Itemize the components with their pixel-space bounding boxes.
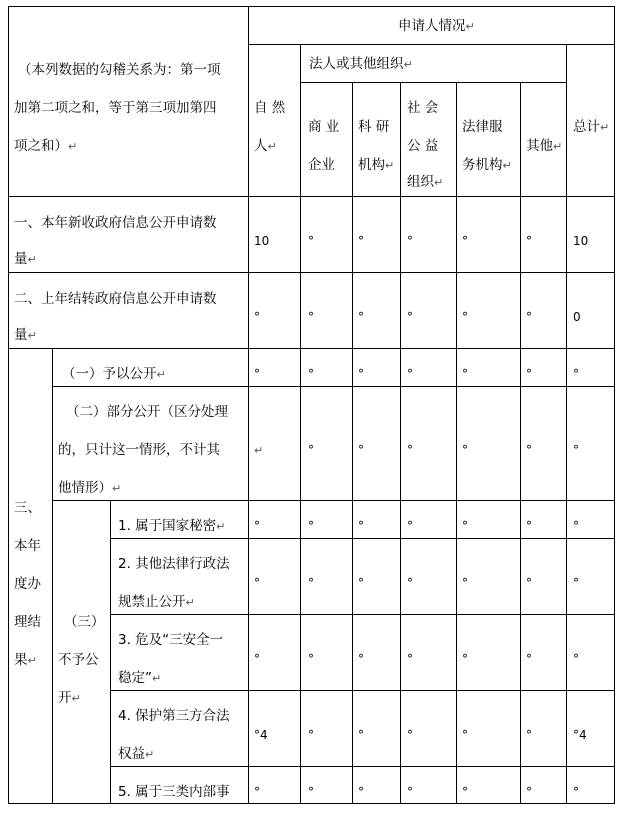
n3-label-line-1: 3. 危及“三安全一	[118, 632, 224, 648]
rule-col-legal-service	[456, 82, 457, 804]
n2-social-value: °	[407, 576, 413, 590]
row3a-label	[62, 355, 166, 394]
n3-total-value: °	[573, 652, 579, 666]
rule-col-natural	[248, 6, 249, 804]
row3a-social-value: °	[407, 367, 413, 381]
n2-other-value: °	[526, 576, 532, 590]
section3-line-5-text: 果	[14, 652, 28, 668]
n3-natural-value: °	[254, 652, 260, 666]
paragraph-mark: ↵	[27, 654, 37, 667]
n3-social-value: °	[407, 652, 413, 666]
header-business-line-2: 企业	[308, 157, 335, 173]
paragraph-mark: ↵	[71, 692, 81, 705]
n5-research-value: °	[358, 785, 364, 799]
n4-label-line-2-text: 权益	[118, 746, 145, 762]
row2-total-value: 0	[573, 310, 581, 324]
n5-label: 5. 属于三类内部事	[118, 784, 230, 800]
row1-social-value: °	[407, 234, 413, 248]
paragraph-mark: ↵	[145, 748, 155, 761]
row1-business-value: °	[308, 234, 314, 248]
other-text: 其他	[526, 138, 553, 154]
paragraph-mark: ↵	[27, 329, 37, 342]
n5-other-value: °	[526, 785, 532, 799]
n5-social-value: °	[407, 785, 413, 799]
paragraph-mark: ↵	[112, 482, 122, 495]
n3-label-line-2	[118, 659, 161, 698]
n4-research-value: °	[358, 728, 364, 742]
rule-n3-bottom	[110, 690, 614, 691]
row3b-legal-service-value: °	[462, 443, 468, 457]
header-note-line-3-text: 项之和）	[14, 138, 68, 154]
n4-legal-service-value: °	[462, 728, 468, 742]
table-right-border	[614, 6, 615, 804]
row2-legal-service-value: °	[462, 310, 468, 324]
n1-other-value: °	[526, 519, 532, 533]
n2-legal-service-value: °	[462, 576, 468, 590]
section3-line-1: 三、	[14, 500, 41, 516]
row2-label-line-2	[14, 316, 37, 355]
row2-natural-value: °	[254, 310, 260, 324]
n1-business-value: °	[308, 519, 314, 533]
paragraph-mark: ↵	[553, 140, 563, 153]
paragraph-mark: ↵	[254, 444, 264, 457]
row3a-label-text: （一）予以公开	[62, 366, 157, 382]
n1-legal-service-value: °	[462, 519, 468, 533]
header-applicant-situation	[398, 7, 475, 46]
paragraph-mark: ↵	[156, 368, 166, 381]
paragraph-mark: ↵	[385, 159, 395, 172]
header-natural-person-line-1: 自 然	[254, 100, 286, 116]
row3b-other-value: °	[526, 443, 532, 457]
social-line-3-text: 组织	[407, 174, 434, 190]
row2-social-value: °	[407, 310, 413, 324]
row1-other-value: °	[526, 234, 532, 248]
n3-other-value: °	[526, 652, 532, 666]
row3a-research-value: °	[358, 367, 364, 381]
rule-n4-bottom	[110, 766, 614, 767]
n1-label	[118, 507, 225, 546]
header-total	[573, 108, 609, 147]
row3b-natural-value	[254, 431, 263, 470]
row3a-business-value: °	[308, 367, 314, 381]
n1-research-value: °	[358, 519, 364, 533]
n3-business-value: °	[308, 652, 314, 666]
row3a-natural-value: °	[254, 367, 260, 381]
n2-label-line-1: 2. 其他法律行政法	[118, 556, 230, 572]
row3b-total-value: °	[573, 443, 579, 457]
header-legal-service-line-2	[462, 146, 512, 185]
n3-legal-service-value: °	[462, 652, 468, 666]
row1-label-line-1: 一、本年新收政府信息公开申请数	[14, 215, 217, 231]
header-social-line-1: 社 会	[407, 100, 439, 116]
natural-person-line-2-text: 人	[254, 138, 268, 154]
header-business-line-1: 商 业	[308, 119, 340, 135]
research-line-2-text: 机构	[358, 157, 385, 173]
n4-social-value: °	[407, 728, 413, 742]
row3a-legal-service-value: °	[462, 367, 468, 381]
header-legal-service-line-1: 法律服	[462, 119, 503, 135]
n5-natural-value: °	[254, 785, 260, 799]
n5-legal-service-value: °	[462, 785, 468, 799]
row2-label-line-2-text: 量	[14, 327, 28, 343]
header-research-line-2	[358, 146, 394, 185]
n2-label-line-2-text: 规禁止公开	[118, 594, 186, 610]
header-natural-person-line-2	[254, 127, 277, 166]
n4-natural-value: °4	[254, 728, 268, 742]
section3-line-5	[14, 641, 37, 680]
header-note-line-1: （本列数据的勾稽关系为：第一项	[18, 62, 221, 78]
n2-label-line-2	[118, 583, 195, 622]
paragraph-mark: ↵	[267, 140, 277, 153]
row2-other-value: °	[526, 310, 532, 324]
n4-label-line-1: 4. 保护第三方合法	[118, 708, 230, 724]
row1-total-value: 10	[573, 234, 589, 248]
n4-total-value: °4	[573, 728, 587, 742]
not-disclose-line-3	[58, 679, 81, 718]
n3-label-line-2-text: 稳定”	[118, 670, 152, 686]
rule-header-bottom	[8, 196, 614, 197]
n1-label-text: 1. 属于国家秘密	[118, 518, 217, 534]
n3-research-value: °	[358, 652, 364, 666]
header-note-line-3	[14, 127, 77, 166]
not-disclose-line-1: （三）	[64, 614, 105, 630]
applicant-situation-text: 申请人情况	[398, 18, 466, 34]
row3b-label-line-2: 的，只计这一情形，不计其	[58, 442, 220, 458]
header-other	[526, 127, 562, 166]
paragraph-mark: ↵	[434, 176, 444, 189]
row1-label-line-2-text: 量	[14, 251, 28, 267]
row2-label-line-1: 二、上年结转政府信息公开申请数	[14, 291, 217, 307]
row1-natural-value: 10	[254, 234, 270, 248]
paragraph-mark: ↵	[27, 253, 37, 266]
n4-label-line-2	[118, 735, 154, 774]
paragraph-mark: ↵	[600, 121, 610, 134]
row3a-other-value: °	[526, 367, 532, 381]
row2-business-value: °	[308, 310, 314, 324]
row3a-total-value: °	[573, 367, 579, 381]
header-legal-org	[309, 45, 413, 84]
header-social-line-3	[407, 163, 443, 202]
n4-business-value: °	[308, 728, 314, 742]
rule-col-research	[352, 82, 353, 804]
section3-line-2: 本年	[14, 538, 41, 554]
rule-row2-bottom	[8, 348, 614, 349]
rule-col-other	[520, 82, 521, 804]
paragraph-mark: ↵	[185, 596, 195, 609]
paragraph-mark: ↵	[502, 159, 512, 172]
row1-research-value: °	[358, 234, 364, 248]
not-disclose-line-3-text: 开	[58, 690, 72, 706]
rule-col-business	[300, 44, 301, 804]
paragraph-mark: ↵	[152, 672, 162, 685]
not-disclose-line-2: 不予公	[58, 652, 99, 668]
paragraph-mark: ↵	[68, 140, 78, 153]
row3b-social-value: °	[407, 443, 413, 457]
n2-natural-value: °	[254, 576, 260, 590]
n2-research-value: °	[358, 576, 364, 590]
row3b-research-value: °	[358, 443, 364, 457]
row1-legal-service-value: °	[462, 234, 468, 248]
n4-other-value: °	[526, 728, 532, 742]
section3-line-3: 度办	[14, 576, 41, 592]
n1-total-value: °	[573, 519, 579, 533]
row3b-business-value: °	[308, 443, 314, 457]
section3-line-4: 理结	[14, 614, 41, 630]
row1-label-line-2	[14, 240, 37, 279]
header-social-line-2: 公 益	[407, 138, 439, 154]
rule-col-social	[400, 82, 401, 804]
n2-total-value: °	[573, 576, 579, 590]
rule-col-total	[566, 44, 567, 804]
rule-not-disclose-col	[110, 500, 111, 804]
paragraph-mark: ↵	[465, 20, 475, 33]
total-text: 总计	[573, 119, 600, 135]
n1-social-value: °	[407, 519, 413, 533]
rule-row3b-bottom	[52, 500, 614, 501]
table-top-border	[8, 6, 614, 7]
legal-service-line-2-text: 务机构	[462, 157, 503, 173]
row2-research-value: °	[358, 310, 364, 324]
rule-row1-bottom	[8, 272, 614, 273]
n2-business-value: °	[308, 576, 314, 590]
row3b-label-line-3-text: 他情形）	[58, 480, 112, 496]
paragraph-mark: ↵	[216, 520, 226, 533]
row3b-label-line-1: （二）部分公开（区分处理	[66, 404, 228, 420]
table-left-border	[8, 6, 9, 804]
rule-section3-col	[52, 348, 53, 804]
n5-total-value: °	[573, 785, 579, 799]
paragraph-mark: ↵	[403, 58, 413, 71]
n5-business-value: °	[308, 785, 314, 799]
header-research-line-1: 科 研	[358, 119, 390, 135]
legal-org-text: 法人或其他组织	[309, 56, 404, 72]
row3b-label-line-3	[58, 469, 121, 508]
n1-natural-value: °	[254, 519, 260, 533]
header-note-line-2: 加第二项之和，等于第三项加第四	[14, 100, 217, 116]
